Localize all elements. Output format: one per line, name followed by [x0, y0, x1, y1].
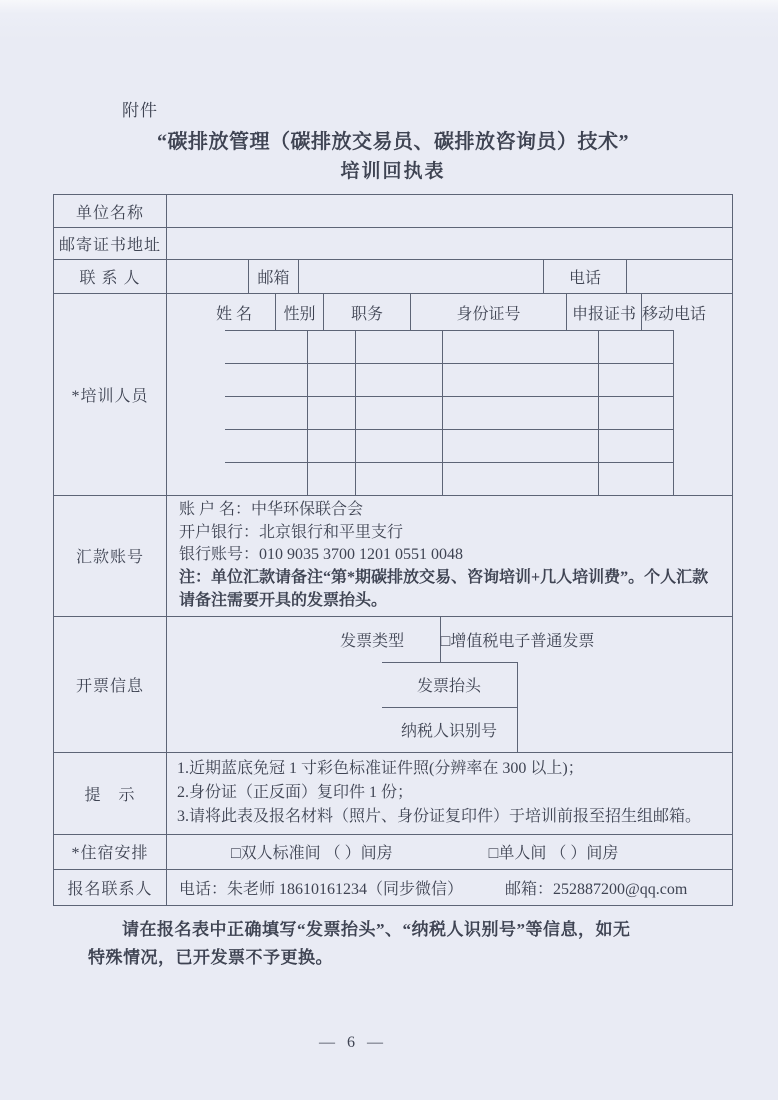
invoice-title-row [382, 662, 518, 707]
unit-name-row [54, 195, 732, 227]
tips-line-2: 2.身份证（正反面）复印件 1 份； [177, 783, 414, 801]
document-title-line2: 培训回执表 [340, 161, 446, 182]
trainee-empty-row [225, 396, 674, 429]
registration-contact-row [54, 869, 732, 905]
accommodation-label: *住宿安排 [71, 845, 149, 863]
contact-name-cell [166, 260, 248, 293]
invoice-subtable [166, 617, 732, 752]
mail-address-label: 邮寄证书地址 [58, 237, 161, 254]
unit-name-value-cell [166, 195, 732, 227]
contact-email-label: 邮箱 [248, 260, 298, 293]
unit-name-label: 单位名称 [75, 204, 144, 222]
tips-label: 提 示 [84, 786, 136, 804]
invoice-section [54, 616, 732, 752]
contact-email-cell [298, 260, 543, 293]
header-certificate: 申报证书 [566, 294, 641, 330]
contact-phone-cell [626, 260, 732, 293]
footer-note [88, 916, 698, 972]
mail-address-row [54, 227, 732, 259]
invoice-type-row [305, 617, 595, 662]
remittance-label: 汇款账号 [75, 549, 144, 567]
reply-form-table [53, 194, 733, 906]
trainee-empty-row [225, 330, 674, 363]
double-room-checkbox-option: □双人标准间 （ ）间房 [231, 845, 393, 863]
invoice-title-value-cell [517, 663, 518, 707]
header-position: 职务 [323, 294, 410, 330]
invoice-type-checkbox: □增值税电子普通发票 [440, 617, 595, 662]
header-name: 姓 名 [215, 305, 252, 323]
accommodation-options [166, 835, 732, 869]
contact-row [54, 259, 732, 293]
tips-section [54, 752, 732, 834]
page-number: — 6 — [319, 1034, 387, 1051]
contact-phone-label: 电话 [543, 260, 626, 293]
invoice-type-label: 发票类型 [340, 632, 405, 650]
footer-note-line2: 特殊情况，已开发票不予更换。 [88, 947, 333, 967]
accommodation-row [54, 834, 732, 869]
trainee-empty-row [225, 429, 674, 462]
trainees-label: *培训人员 [71, 388, 149, 405]
header-gender: 性别 [275, 294, 323, 330]
tips-line-3: 3.请将此表及报名材料（照片、身份证复印件）于培训前报至招生组邮箱。 [177, 808, 702, 826]
remittance-details [166, 496, 732, 616]
invoice-taxid-value-cell [517, 708, 518, 752]
remittance-note: 注：单位汇款请备注“第*期碳排放交易、咨询培训+几人培训费”。个人汇款请备注需要开具的发票抬头。 [179, 569, 709, 609]
single-room-checkbox-option: □单人间 （ ）间房 [488, 845, 619, 863]
footer-note-line1: 请在报名表中正确填写“发票抬头”、“纳税人识别号”等信息，如无 [122, 919, 631, 939]
remittance-section [54, 495, 732, 616]
contact-label: 联 系 人 [79, 270, 141, 287]
trainees-header-row [193, 294, 706, 330]
trainee-empty-row [225, 363, 674, 396]
tips-content [166, 753, 732, 834]
trainee-empty-row [225, 462, 674, 495]
attachment-label: 附件 [122, 101, 158, 120]
trainees-section [54, 293, 732, 495]
remittance-account-name: 账 户 名：中华环保联合会 [179, 501, 364, 518]
mail-address-value-cell [166, 228, 732, 259]
trainees-grid [166, 294, 732, 495]
header-mobile: 移动电话 [641, 294, 706, 330]
invoice-label: 开票信息 [75, 677, 144, 695]
invoice-taxid-label: 纳税人识别号 [400, 723, 497, 741]
registration-contact-info [166, 870, 732, 905]
header-id-number: 身份证号 [410, 294, 566, 330]
invoice-title-label: 发票抬头 [416, 678, 481, 696]
remittance-bank: 开户银行：北京银行和平里支行 [179, 523, 404, 541]
registration-contact-label: 报名联系人 [67, 880, 153, 898]
remittance-account-no: 银行账号：010 9035 3700 1201 0551 0048 [179, 546, 464, 564]
tips-line-1: 1.近期蓝底免冠 1 寸彩色标准证件照(分辨率在 300 以上)； [177, 759, 584, 777]
registration-contact-phone: 电话：朱老师 18610161234（同步微信） [179, 880, 464, 898]
invoice-taxid-row [382, 707, 518, 752]
registration-contact-email: 邮箱：252887200@qq.com [505, 880, 688, 898]
document-title-line1: “碳排放管理（碳排放交易员、碳排放咨询员）技术” [157, 131, 629, 153]
